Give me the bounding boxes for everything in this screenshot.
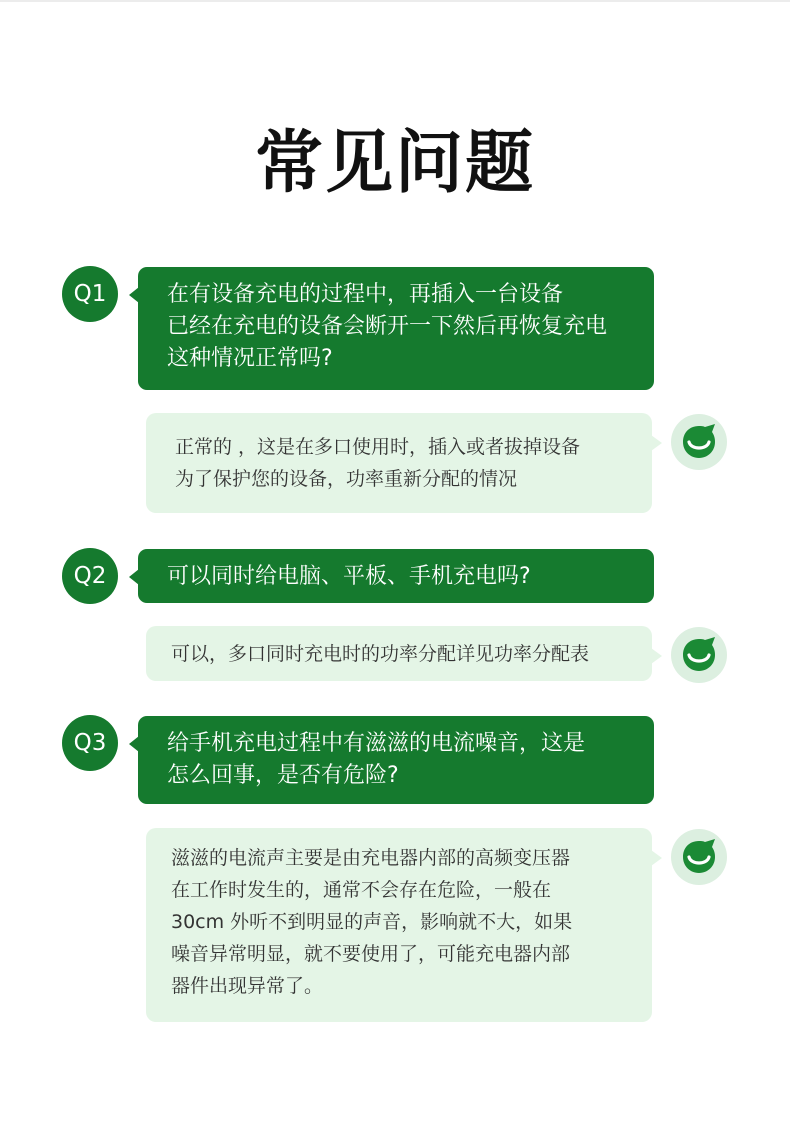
top-divider: [0, 0, 790, 2]
answer-line: 滋滋的电流声主要是由充电器内部的高频变压器: [171, 847, 571, 869]
question-line: 可以同时给电脑、平板、手机充电吗?: [167, 564, 531, 589]
question-line: 这种情况正常吗?: [167, 346, 333, 371]
answer-bubble: [146, 828, 652, 1022]
question-bubble: [138, 549, 654, 603]
answer-line: 在工作时发生的，通常不会存在危险，一般在: [171, 879, 552, 901]
answer-line: 30cm 外听不到明显的声音，影响就不大，如果: [171, 911, 573, 933]
answer-bubble: [146, 626, 652, 681]
question-line: 怎么回事，是否有危险?: [167, 763, 399, 788]
question-badge: Q1: [62, 266, 118, 322]
question-bubble: [138, 716, 654, 804]
question-bubble: [138, 267, 654, 390]
answer-line: 可以，多口同时充电时的功率分配详见功率分配表: [171, 643, 590, 665]
answer-line: 为了保护您的设备，功率重新分配的情况: [175, 468, 518, 490]
question-badge: Q2: [62, 548, 118, 604]
answer-line: 正常的 ，这是在多口使用时，插入或者拔掉设备: [175, 436, 581, 458]
question-line: 已经在充电的设备会断开一下然后再恢复充电: [167, 314, 608, 339]
answer-bubble: [146, 413, 652, 513]
answer-line: 噪音异常明显，就不要使用了，可能充电器内部: [171, 943, 571, 965]
page-title: 常见问题: [254, 124, 535, 203]
question-line: 在有设备充电的过程中，再插入一台设备: [167, 282, 564, 307]
smiley-leaf-icon: [671, 627, 727, 683]
question-line: 给手机充电过程中有滋滋的电流噪音，这是: [167, 731, 586, 756]
question-badge: Q3: [62, 715, 118, 771]
answer-line: 器件出现异常了。: [171, 975, 324, 997]
smiley-leaf-icon: [671, 414, 727, 470]
smiley-leaf-icon: [671, 829, 727, 885]
